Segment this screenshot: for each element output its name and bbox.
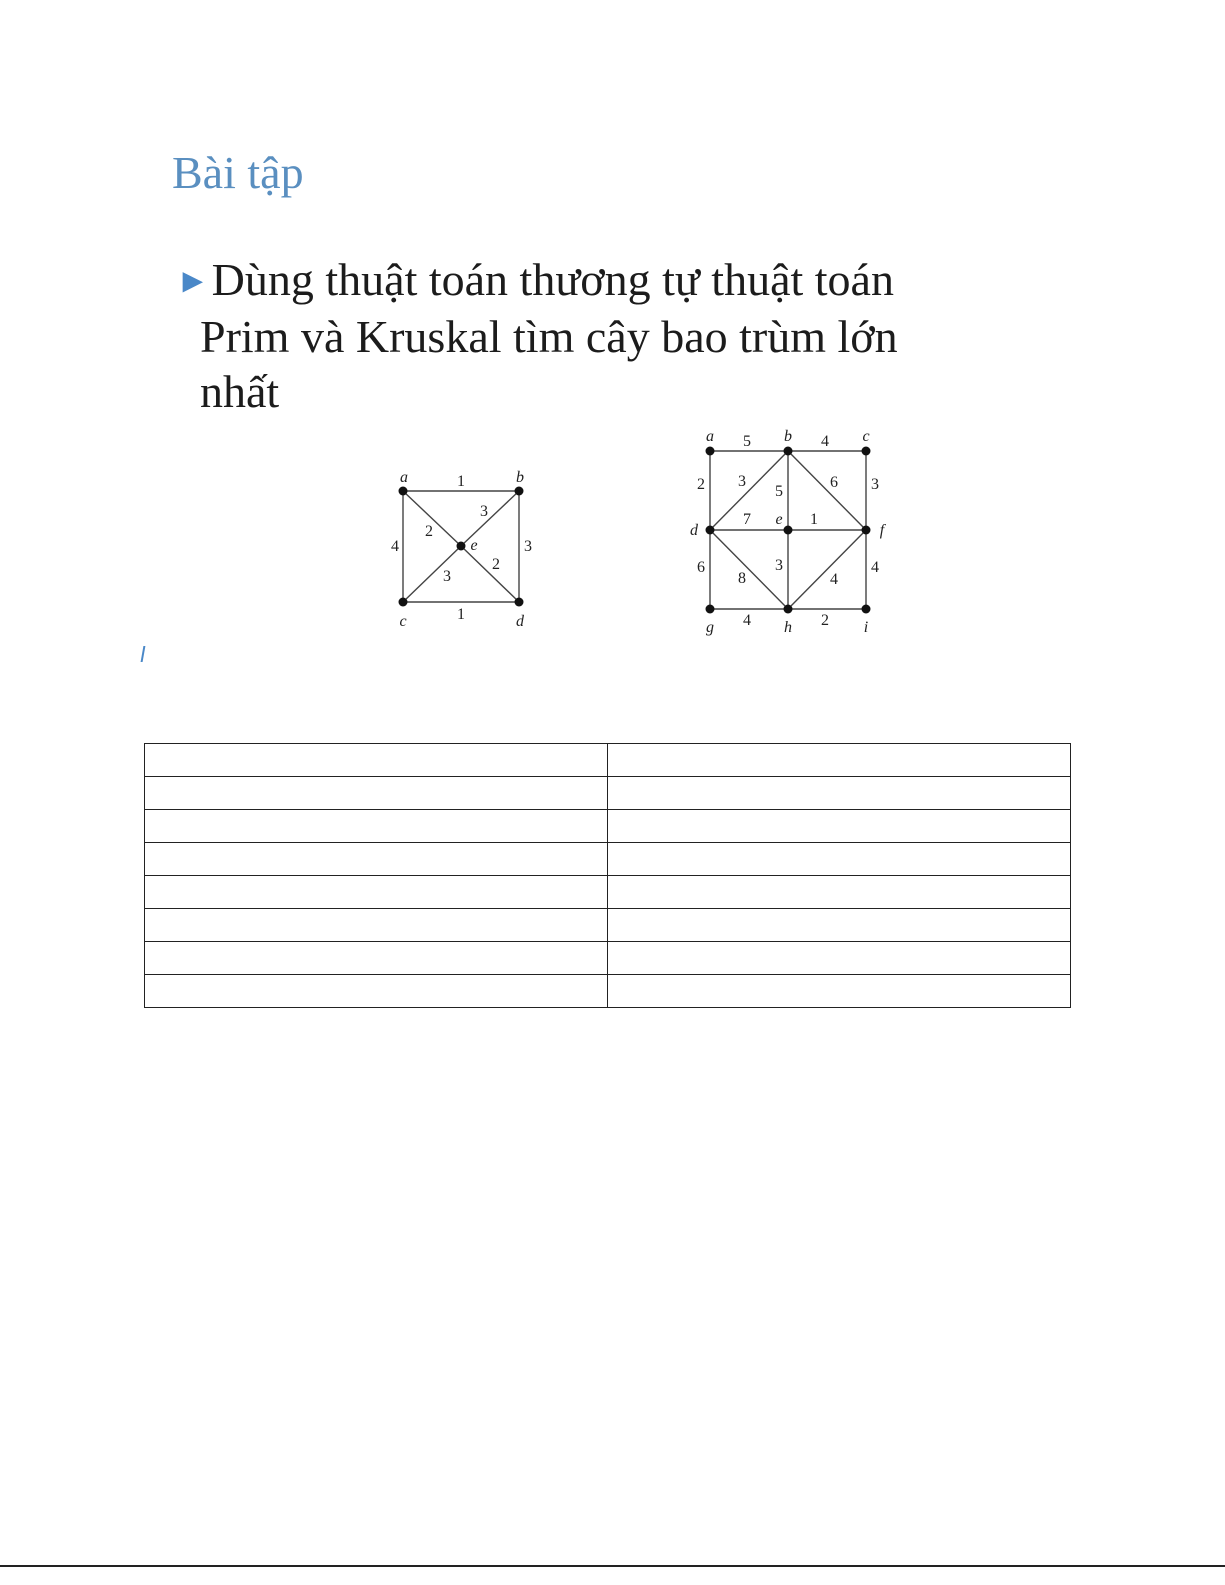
table-cell[interactable] bbox=[608, 843, 1071, 876]
edge-weight-c-d: 1 bbox=[457, 606, 465, 623]
table-cell[interactable] bbox=[608, 810, 1071, 843]
edge-weight-e-f: 1 bbox=[810, 511, 818, 528]
vertex-d bbox=[515, 598, 524, 607]
vertex-i bbox=[862, 605, 871, 614]
table-cell[interactable] bbox=[608, 942, 1071, 975]
table-cell[interactable] bbox=[145, 777, 608, 810]
exercise-text bbox=[176, 252, 996, 419]
vertex-label-d: d bbox=[516, 613, 524, 630]
vertex-label-i: i bbox=[863, 619, 869, 636]
vertex-label-c: c bbox=[862, 428, 870, 445]
table-row bbox=[145, 942, 1071, 975]
vertex-label-b: b bbox=[784, 428, 792, 445]
page-title: Bài tập bbox=[172, 147, 304, 198]
table-row bbox=[145, 909, 1071, 942]
edge-weight-d-e: 2 bbox=[492, 556, 500, 573]
exercise-line-3: nhất bbox=[200, 366, 280, 417]
vertex-label-a: a bbox=[400, 469, 408, 486]
edge-weight-b-d: 3 bbox=[738, 473, 746, 490]
table-row bbox=[145, 876, 1071, 909]
vertex-f bbox=[862, 526, 871, 535]
vertex-h bbox=[784, 605, 793, 614]
edge-f-h bbox=[788, 530, 866, 609]
edge-weight-a-e: 2 bbox=[425, 523, 433, 540]
edge-weight-c-f: 3 bbox=[871, 476, 879, 493]
table-cell[interactable] bbox=[145, 876, 608, 909]
edge-weight-h-i: 2 bbox=[821, 612, 829, 629]
edge-weight-f-h: 4 bbox=[830, 571, 838, 588]
vertex-label-a: a bbox=[706, 428, 714, 445]
vertex-c bbox=[399, 598, 408, 607]
table-cell[interactable] bbox=[608, 777, 1071, 810]
edge-b-f bbox=[788, 451, 866, 530]
vertex-label-b: b bbox=[516, 469, 524, 486]
vertex-g bbox=[706, 605, 715, 614]
edge-weight-b-e: 5 bbox=[775, 483, 783, 500]
edge-weight-d-g: 6 bbox=[697, 559, 705, 576]
table-row bbox=[145, 843, 1071, 876]
answer-table bbox=[144, 743, 1071, 1008]
table-cell[interactable] bbox=[145, 810, 608, 843]
vertex-label-g: g bbox=[706, 619, 714, 636]
edge-weight-b-c: 4 bbox=[821, 433, 829, 450]
table-row bbox=[145, 744, 1071, 777]
edge-weight-b-e: 3 bbox=[480, 503, 488, 520]
vertex-c bbox=[862, 447, 871, 456]
edge-weight-a-d: 2 bbox=[697, 476, 705, 493]
table-cell[interactable] bbox=[608, 876, 1071, 909]
table-cell[interactable] bbox=[608, 975, 1071, 1008]
edge-weight-e-h: 3 bbox=[775, 557, 783, 574]
table-cell[interactable] bbox=[608, 744, 1071, 777]
edge-weight-b-f: 6 bbox=[830, 474, 838, 491]
vertex-e bbox=[457, 542, 466, 551]
table-row bbox=[145, 810, 1071, 843]
vertex-d bbox=[706, 526, 715, 535]
answer-table-body bbox=[145, 744, 1071, 1008]
stray-mark bbox=[141, 646, 146, 662]
table-cell[interactable] bbox=[145, 843, 608, 876]
vertex-label-d: d bbox=[690, 522, 698, 539]
table-cell[interactable] bbox=[145, 975, 608, 1008]
vertex-label-f: f bbox=[879, 522, 885, 539]
table-cell[interactable] bbox=[608, 909, 1071, 942]
edge-weight-d-h: 8 bbox=[738, 570, 746, 587]
vertex-label-h: h bbox=[784, 619, 792, 636]
triangle-bullet-icon: ► bbox=[176, 263, 210, 300]
edge-d-e bbox=[461, 546, 519, 602]
footer-rule bbox=[0, 1565, 1225, 1567]
vertex-label-e: e bbox=[470, 537, 478, 554]
exercise-line-2: Prim và Kruskal tìm cây bao trùm lớn bbox=[200, 311, 898, 362]
edge-weight-a-c: 4 bbox=[391, 538, 399, 555]
edge-weight-b-d: 3 bbox=[524, 538, 532, 555]
edge-weight-c-e: 3 bbox=[443, 568, 451, 585]
table-row bbox=[145, 975, 1071, 1008]
vertex-a bbox=[706, 447, 715, 456]
edge-c-e bbox=[403, 546, 461, 602]
table-cell[interactable] bbox=[145, 744, 608, 777]
graph-1 bbox=[380, 462, 540, 636]
exercise-line-1: Dùng thuật toán thương tự thuật toán bbox=[211, 254, 894, 305]
edge-weight-a-b: 1 bbox=[457, 473, 465, 490]
vertex-b bbox=[784, 447, 793, 456]
table-cell[interactable] bbox=[145, 909, 608, 942]
graph-2 bbox=[680, 422, 900, 638]
table-row bbox=[145, 777, 1071, 810]
vertex-b bbox=[515, 487, 524, 496]
edge-weight-d-e: 7 bbox=[743, 511, 751, 528]
edge-weight-a-b: 5 bbox=[743, 433, 751, 450]
vertex-e bbox=[784, 526, 793, 535]
vertex-a bbox=[399, 487, 408, 496]
vertex-label-c: c bbox=[399, 613, 407, 630]
edge-weight-g-h: 4 bbox=[743, 612, 751, 629]
table-cell[interactable] bbox=[145, 942, 608, 975]
edge-weight-f-i: 4 bbox=[871, 559, 879, 576]
vertex-label-e: e bbox=[775, 511, 783, 528]
